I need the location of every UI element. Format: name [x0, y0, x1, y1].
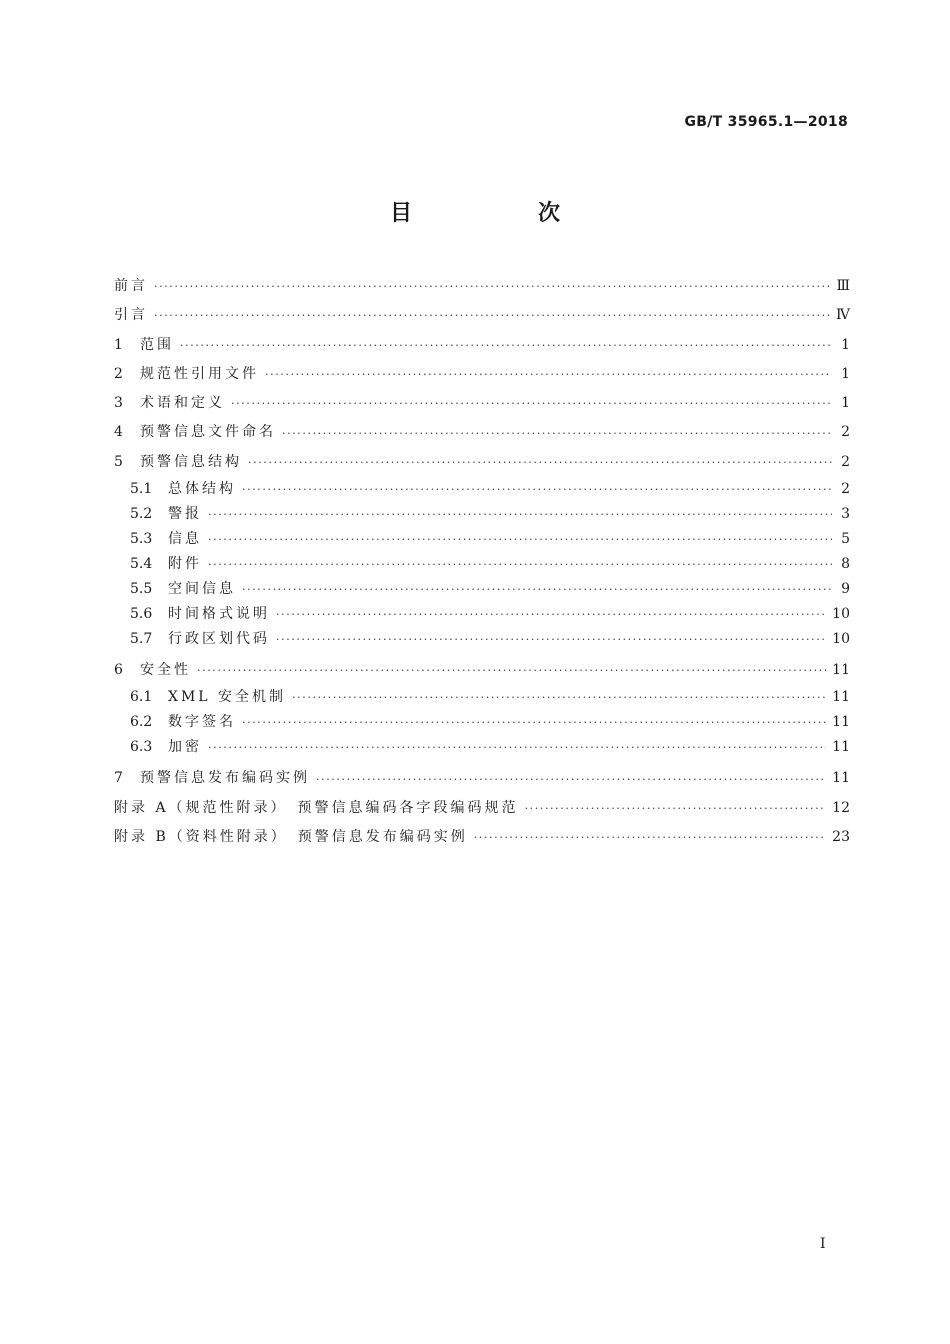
dot-leader [316, 774, 826, 785]
toc-entry-label: 数字签名 [168, 714, 236, 731]
toc-entry-number: 5.7 [130, 631, 153, 648]
dot-leader [197, 665, 826, 676]
dot-leader [276, 609, 826, 620]
toc-entry-admin-division-code[interactable] [114, 627, 850, 652]
dot-leader [208, 742, 826, 753]
dot-leader [154, 310, 830, 321]
toc-entry-page: 11 [832, 739, 850, 756]
toc-entry-spatial-info[interactable] [114, 577, 850, 602]
toc-entry-info[interactable] [114, 527, 850, 552]
dot-leader [242, 717, 826, 728]
dot-leader [154, 281, 830, 292]
toc-entry-label: 预警信息结构 [140, 453, 242, 470]
toc-entry-label: 引言 [114, 307, 148, 324]
toc-entry-page: 11 [832, 770, 850, 787]
toc-entry-attachment[interactable] [114, 552, 850, 577]
toc-entry-file-naming[interactable] [114, 418, 850, 447]
toc-entry-page: 12 [832, 799, 850, 816]
dot-leader [276, 634, 826, 645]
toc-entry-number: 2 [114, 365, 123, 382]
toc-entry-security[interactable] [114, 656, 850, 685]
toc-entry-annex-a[interactable] [114, 794, 850, 823]
toc-entry-number: 3 [114, 395, 123, 412]
toc-entry-number: 6.3 [130, 739, 153, 756]
toc-entry-page: 3 [841, 506, 850, 523]
toc-entry-page: 2 [841, 424, 850, 441]
toc-entry-number: 5.5 [130, 581, 153, 598]
dot-leader [208, 534, 832, 545]
toc-entry-number: 5.2 [130, 506, 153, 523]
toc-entry-time-format[interactable] [114, 602, 850, 627]
toc-entry-label: 规范性引用文件 [140, 365, 259, 382]
toc-entry-page: 10 [832, 631, 850, 648]
table-of-contents [114, 272, 850, 852]
page-number: Ⅰ [820, 1236, 826, 1252]
toc-entry-number: 5.3 [130, 531, 153, 548]
toc-entry-page: 1 [841, 336, 850, 353]
dot-leader [282, 428, 832, 439]
toc-entry-label: 信息 [168, 531, 202, 548]
toc-entry-label: 附录 B（资料性附录） 预警信息发布编码实例 [114, 828, 468, 845]
toc-entry-page: 8 [841, 556, 850, 573]
toc-entry-number: 6.2 [130, 714, 153, 731]
toc-entry-terms-definitions[interactable] [114, 389, 850, 418]
dot-leader [292, 692, 826, 703]
toc-entry-label: 预警信息发布编码实例 [140, 770, 310, 787]
dot-leader [248, 457, 832, 468]
toc-entry-label: 术语和定义 [140, 395, 225, 412]
toc-entry-number: 1 [114, 336, 123, 353]
dot-leader [180, 340, 832, 351]
dot-leader [265, 369, 832, 380]
toc-entry-label: 加密 [168, 739, 202, 756]
toc-entry-page: 11 [832, 662, 850, 679]
standard-code: GB/T 35965.1—2018 [684, 114, 848, 130]
dot-leader [242, 484, 832, 495]
toc-entry-encryption[interactable] [114, 735, 850, 760]
toc-entry-page: Ⅳ [836, 307, 850, 324]
toc-entry-page: 11 [832, 689, 850, 706]
toc-entry-label: XML 安全机制 [168, 689, 287, 706]
toc-entry-digital-signature[interactable] [114, 710, 850, 735]
toc-entry-annex-b[interactable] [114, 823, 850, 852]
toc-entry-label: 前言 [114, 278, 148, 294]
toc-entry-page: 11 [832, 714, 850, 731]
toc-entry-label: 总体结构 [168, 481, 236, 498]
toc-entry-info-structure[interactable] [114, 448, 850, 477]
toc-entry-page: 2 [841, 453, 850, 470]
toc-entry-foreword[interactable] [114, 272, 850, 301]
toc-entry-number: 4 [114, 424, 123, 441]
toc-entry-xml-security[interactable] [114, 685, 850, 710]
toc-entry-page: Ⅲ [836, 278, 850, 294]
toc-entry-label: 附件 [168, 556, 202, 573]
toc-entry-label: 行政区划代码 [168, 631, 270, 648]
toc-entry-number: 7 [114, 770, 123, 787]
toc-entry-number: 5.1 [130, 481, 153, 498]
toc-entry-publish-example[interactable] [114, 764, 850, 793]
toc-entry-label: 附录 A（规范性附录） 预警信息编码各字段编码规范 [114, 799, 519, 816]
toc-entry-label: 预警信息文件命名 [140, 424, 276, 441]
toc-entry-page: 23 [832, 828, 850, 845]
toc-entry-page: 2 [841, 481, 850, 498]
toc-entry-alert[interactable] [114, 502, 850, 527]
toc-entry-number: 6 [114, 662, 123, 679]
toc-entry-label: 范围 [140, 336, 174, 353]
toc-entry-number: 5.4 [130, 556, 153, 573]
dot-leader [208, 509, 832, 520]
toc-entry-introduction[interactable] [114, 301, 850, 330]
toc-entry-page: 1 [841, 395, 850, 412]
toc-entry-label: 警报 [168, 506, 202, 523]
toc-entry-label: 时间格式说明 [168, 606, 270, 623]
toc-entry-scope[interactable] [114, 331, 850, 360]
toc-entry-normative-references[interactable] [114, 360, 850, 389]
toc-entry-page: 9 [841, 581, 850, 598]
dot-leader [208, 559, 832, 570]
toc-entry-page: 5 [841, 531, 850, 548]
toc-entry-number: 5.6 [130, 606, 153, 623]
toc-entry-page: 10 [832, 606, 850, 623]
toc-entry-number: 5 [114, 453, 123, 470]
toc-entry-number: 6.1 [130, 689, 153, 706]
dot-leader [474, 832, 826, 843]
toc-entry-overall-structure[interactable] [114, 477, 850, 502]
page-title: 目 次 [389, 201, 612, 226]
dot-leader [525, 803, 827, 814]
toc-entry-page: 1 [841, 365, 850, 382]
dot-leader [231, 398, 832, 409]
toc-entry-label: 空间信息 [168, 581, 236, 598]
dot-leader [242, 584, 832, 595]
toc-entry-label: 安全性 [140, 662, 191, 679]
